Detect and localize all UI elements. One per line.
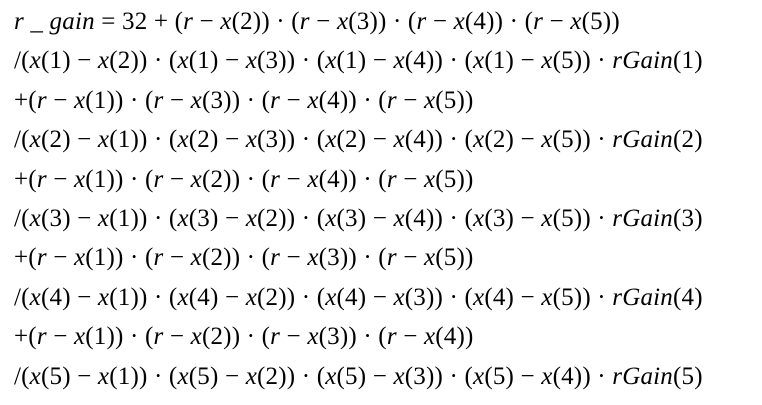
equation-line-7: +(r − x(1)) · (r − x(2)) · (r − x(3)) · (r − x(5)) — [14, 244, 474, 272]
equation-line-6: /(x(3) − x(1)) · (x(3) − x(2)) · (x(3) − x(4)) · (x(3) − x(5)) · rGain(3) — [14, 204, 703, 232]
formula-block — [14, 2, 754, 396]
equation-line-5: +(r − x(1)) · (r − x(2)) · (r − x(4)) · (r − x(5)) — [14, 165, 474, 193]
equation-line-8: /(x(4) − x(1)) · (x(4) − x(2)) · (x(4) − x(3)) · (x(4) − x(5)) · rGain(4) — [14, 283, 703, 311]
equation-line-2: /(x(1) − x(2)) · (x(1) − x(3)) · (x(1) − x(4)) · (x(1) − x(5)) · rGain(1) — [14, 47, 703, 75]
equation-line-10: /(x(5) − x(1)) · (x(5) − x(2)) · (x(5) − x(3)) · (x(5) − x(4)) · rGain(5) — [14, 362, 703, 390]
equation-line-4: /(x(2) − x(1)) · (x(2) − x(3)) · (x(2) − x(4)) · (x(2) − x(5)) · rGain(2) — [14, 126, 703, 154]
equation-line-9: +(r − x(1)) · (r − x(2)) · (r − x(3)) · (r − x(4)) — [14, 323, 474, 351]
equation-line-3: +(r − x(1)) · (r − x(3)) · (r − x(4)) · (r − x(5)) — [14, 86, 474, 114]
equation-line-1: r _ gain = 32 + (r − x(2)) · (r − x(3)) · (r − x(4)) · (r − x(5)) — [14, 8, 620, 35]
